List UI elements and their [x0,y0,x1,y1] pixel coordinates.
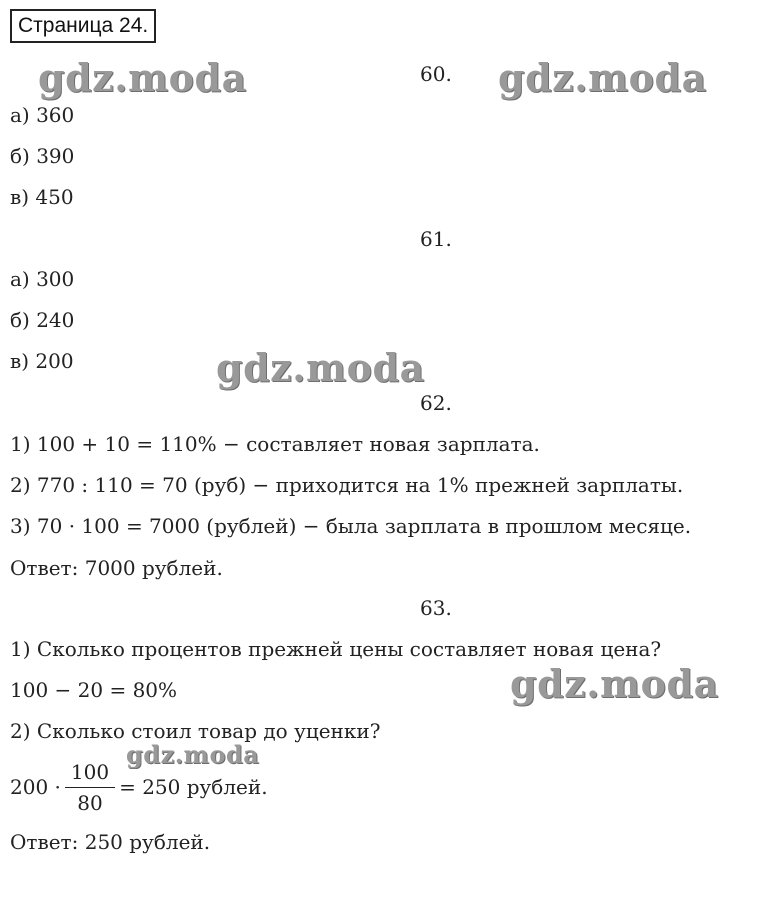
problem-number: 60. [420,62,452,86]
watermark: gdz.moda [498,55,707,100]
fraction [65,760,115,815]
fraction-denominator: 80 [77,790,103,815]
answer-line: а) 300 [10,267,75,291]
formula-prefix: 200 · [10,775,61,799]
solution-line: 3) 70 · 100 = 7000 (рублей) − была зарплата в прошлом месяце. [10,514,692,538]
watermark: gdz.moda [216,345,425,390]
solution-line: 1) Сколько процентов прежней цены составляет новая цена? [10,637,662,661]
fraction-numerator: 100 [65,760,115,788]
solution-line: 2) 770 : 110 = 70 (руб) − приходится на 1% прежней зарплаты. [10,473,684,497]
answer-line: в) 450 [10,185,74,209]
problem-number: 61. [420,227,452,251]
watermark: gdz.moda [510,661,719,706]
solution-line: 100 − 20 = 80% [10,678,178,702]
watermark: gdz.moda [38,55,247,100]
answer-line: б) 390 [10,144,75,168]
answer-line: а) 360 [10,103,75,127]
formula-suffix: = 250 рублей. [119,775,268,799]
answer-line: б) 240 [10,308,75,332]
watermark: gdz.moda [126,740,260,769]
answer-text: Ответ: 7000 рублей. [10,556,223,580]
answer-text: Ответ: 250 рублей. [10,830,211,854]
fraction-formula [10,756,268,818]
solution-line: 1) 100 + 10 = 110% − составляет новая зарплата. [10,432,540,456]
solution-line: 2) Сколько стоил товар до уценки? [10,719,381,743]
answer-line: в) 200 [10,349,74,373]
page-title: Страница 24. [10,9,156,43]
problem-number: 62. [420,391,452,415]
problem-number: 63. [420,596,452,620]
